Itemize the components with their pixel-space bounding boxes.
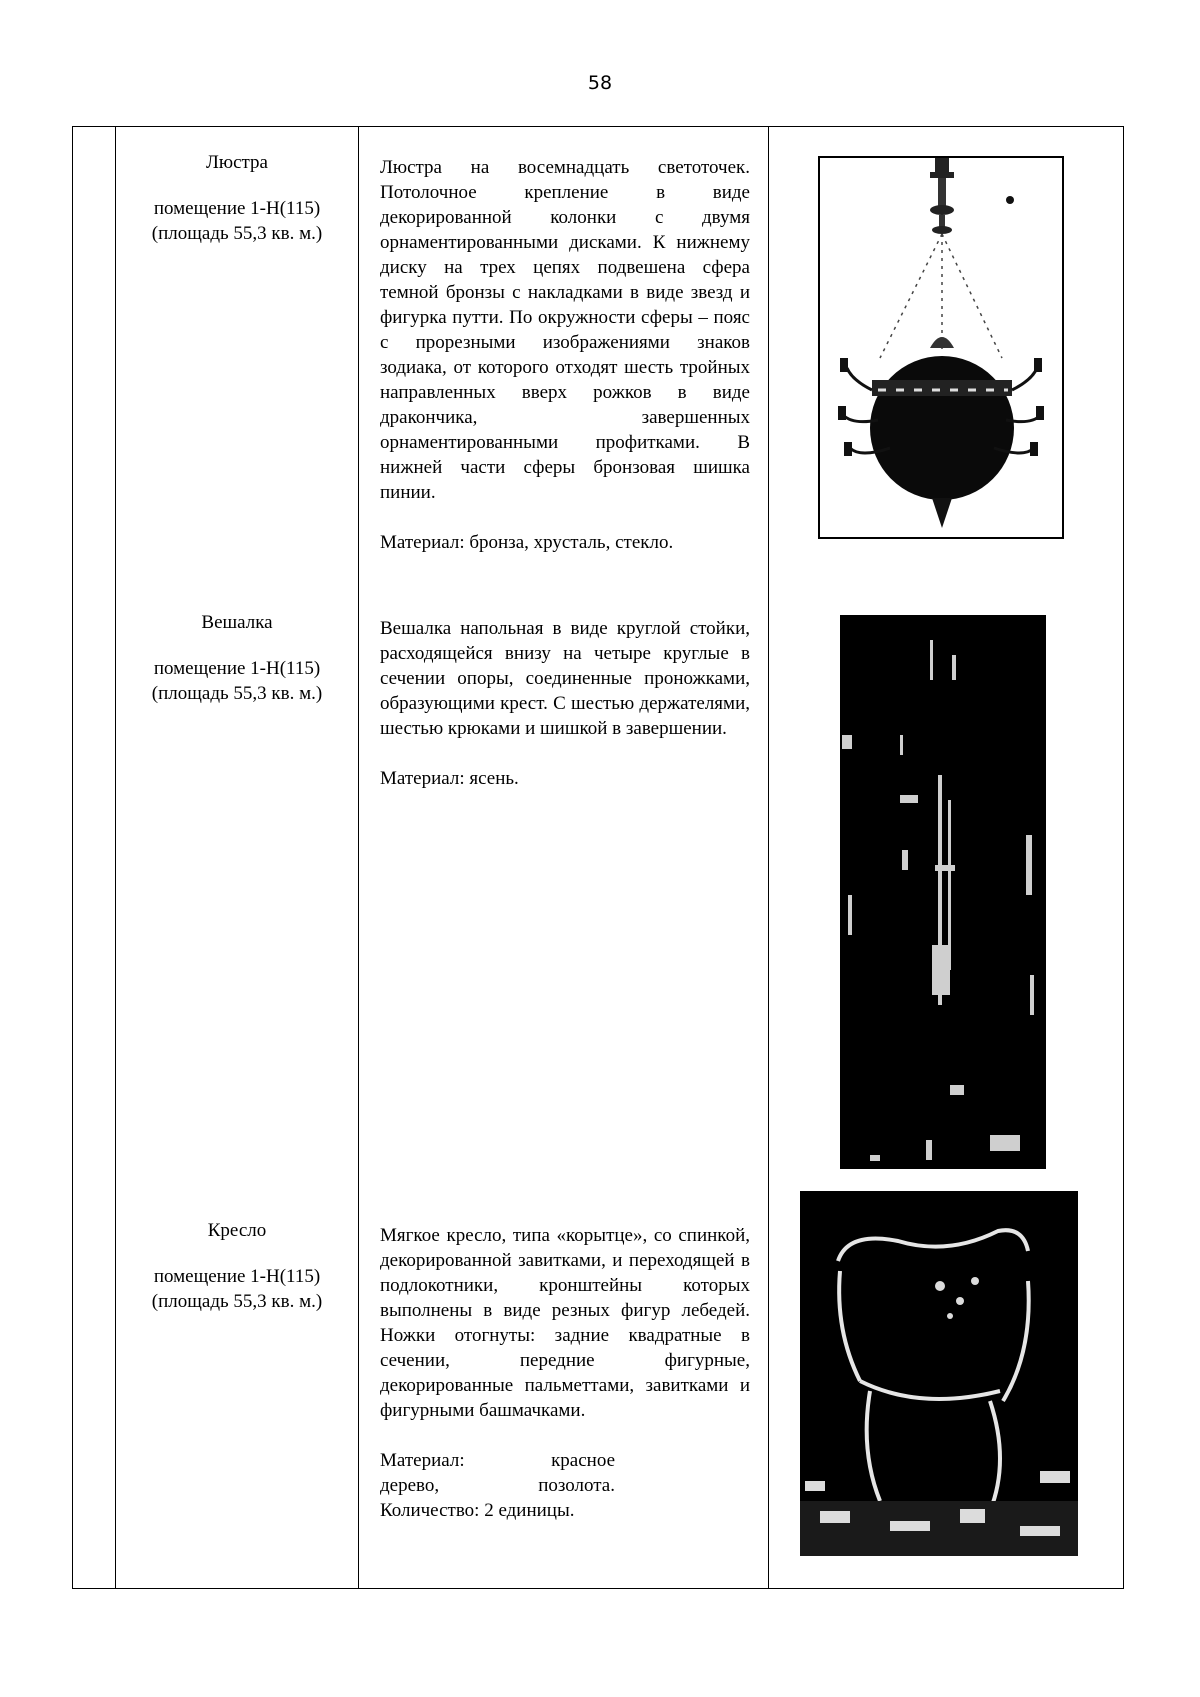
item-material-block <box>380 1448 615 1498</box>
coat-rack-image <box>840 615 1046 1169</box>
item-title: Вешалка <box>201 612 273 633</box>
item-material-cont: дерево, позолота. <box>380 1475 615 1496</box>
item-description-cell <box>380 1223 750 1523</box>
item-location: помещение 1-Н(115) <box>153 658 321 679</box>
chandelier-photo <box>818 156 1064 539</box>
item-material: Материал: ясень. <box>380 768 519 789</box>
item-title: Кресло <box>207 1220 267 1241</box>
item-quantity: Количество: 2 единицы. <box>380 1500 575 1521</box>
page-number: 58 <box>587 72 613 94</box>
item-description-cell <box>380 155 750 555</box>
item-name-cell <box>117 150 357 246</box>
item-location: помещение 1-Н(115) <box>153 1266 321 1287</box>
armchair-photo <box>800 1191 1078 1556</box>
item-area: (площадь 55,3 кв. м.) <box>151 223 323 244</box>
item-description: Мягкое кресло, типа «корытце», со спинкой, декорированной завитками, и переходящей в подлокотники, кронштейны которых выполнены в виде резных фигур лебедей. Ножки отогнуты: задние квадратные в сечении, передние фигурные, декорированные пальметтами, завитками и фигурными башмачками. <box>380 1225 750 1421</box>
item-area: (площадь 55,3 кв. м.) <box>151 683 323 704</box>
item-title: Люстра <box>206 152 268 173</box>
item-description-cell <box>380 616 750 791</box>
item-material: Материал: красное <box>380 1450 615 1471</box>
item-material: Материал: бронза, хрусталь, стекло. <box>380 532 674 553</box>
column-divider <box>768 126 769 1589</box>
item-name-cell <box>117 610 357 706</box>
coat-rack-photo <box>840 615 1046 1169</box>
item-description: Вешалка напольная в виде круглой стойки, расходящейся внизу на четыре круглые в сечении опоры, соединенные проножками, образующими крест. С шестью держателями, шестью крюками и шишкой в завершении. <box>380 618 750 739</box>
armchair-image <box>800 1191 1078 1556</box>
item-name-cell <box>117 1218 357 1314</box>
item-location: помещение 1-Н(115) <box>153 198 321 219</box>
column-divider <box>115 126 116 1589</box>
item-description: Люстра на восемнадцать светоточек. Потолочное крепление в виде декорированной колонки с двумя орнаментированными дисками. К нижнему диску на трех цепях подвешена сфера темной бронзы с накладками в виде звезд и фигурка путти. По окружности сферы – пояс с прорезными изображениями знаков зодиака, от которого отходят шесть тройных направленных вверх рожков в виде дракончика, завершенных орнаментированными профитками. В нижней части сферы бронзовая шишка пинии. <box>380 157 750 503</box>
item-area: (площадь 55,3 кв. м.) <box>151 1291 323 1312</box>
chandelier-image <box>820 158 1062 537</box>
column-divider <box>358 126 359 1589</box>
